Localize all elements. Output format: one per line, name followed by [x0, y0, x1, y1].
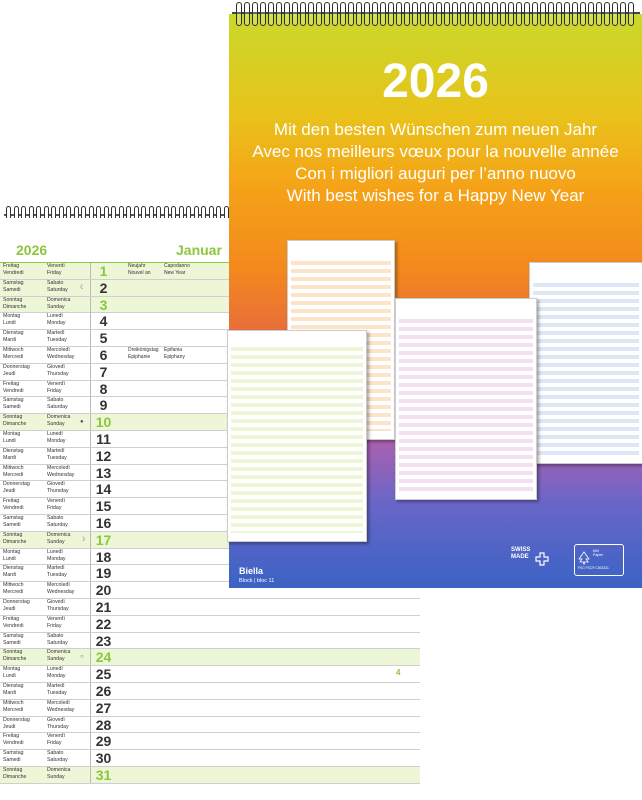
- day-name-it-en: Giovedì Thursday: [47, 716, 69, 730]
- spiral-loop: [468, 2, 474, 26]
- day-name-it-en: Martedì Tuesday: [47, 565, 67, 579]
- fsc-mix-text: MIX Papier: [593, 549, 604, 557]
- holiday-de-fr: Dreikönigstag Epiphanie: [128, 346, 159, 360]
- day-name-it-en: Mercoledì Wednesday: [47, 346, 75, 360]
- swiss-cross-icon: [535, 552, 549, 566]
- day-name-it-en: Lunedì Monday: [47, 313, 66, 327]
- day-number: 8: [90, 381, 116, 397]
- greeting-english: With best wishes for a Happy New Year: [286, 186, 585, 205]
- mini-calendar-april: [529, 262, 642, 464]
- spiral-loop: [572, 2, 578, 26]
- moon-phase-icon: ○: [80, 654, 84, 661]
- day-number: 11: [90, 431, 116, 447]
- calendar-cover: [229, 14, 642, 588]
- day-name-it-en: Venerdì Friday: [47, 733, 65, 747]
- day-name-de-fr: Montag Lundi: [3, 666, 21, 680]
- spiral-loop: [612, 2, 618, 26]
- day-name-de-fr: Freitag Vendredi: [3, 615, 24, 629]
- spiral-loop: [316, 2, 322, 26]
- spiral-loop: [516, 2, 522, 26]
- day-name-it-en: Venerdì Friday: [47, 380, 65, 394]
- day-name-de-fr: Samstag Samedi: [3, 750, 24, 764]
- spiral-loop: [580, 2, 586, 26]
- product-name: Block | bloc 11: [239, 578, 275, 584]
- spiral-loop: [364, 2, 370, 26]
- spiral-loop: [548, 2, 554, 26]
- moon-phase-icon: ☾: [80, 284, 86, 291]
- spiral-loop: [404, 2, 410, 26]
- day-number: 10: [90, 414, 116, 430]
- day-number: 21: [90, 599, 116, 615]
- day-name-de-fr: Mittwoch Mercredi: [3, 699, 24, 713]
- day-name-it-en: Mercoledì Wednesday: [47, 464, 75, 478]
- day-name-it-en: Martedì Tuesday: [47, 447, 67, 461]
- greeting-french: Avec nos meilleurs vœux pour la nouvelle année: [252, 142, 619, 161]
- spiral-loop: [372, 2, 378, 26]
- day-number: 25: [90, 666, 116, 682]
- day-number: 14: [90, 481, 116, 497]
- day-number: 22: [90, 616, 116, 632]
- spiral-loop: [596, 2, 602, 26]
- day-name-it-en: Sabato Saturday: [47, 279, 68, 293]
- day-number: 13: [90, 465, 116, 481]
- biella-logo: Biella: [239, 566, 264, 576]
- day-number: 12: [90, 448, 116, 464]
- day-name-de-fr: Samstag Samedi: [3, 632, 24, 646]
- spiral-loop: [620, 2, 626, 26]
- spiral-loop: [412, 2, 418, 26]
- day-name-de-fr: Dienstag Mardi: [3, 330, 24, 344]
- greeting-italian: Con i migliori auguri per l’anno nuovo: [295, 164, 576, 183]
- day-name-it-en: Lunedì Monday: [47, 666, 66, 680]
- day-name-de-fr: Sonntag Dimanche: [3, 766, 27, 780]
- holiday-it-en: Capodanno New Year: [164, 263, 190, 276]
- day-number: 5: [90, 330, 116, 346]
- day-row: [0, 750, 420, 767]
- day-number: 19: [90, 565, 116, 581]
- spiral-loop: [324, 2, 330, 26]
- spiral-loop: [428, 2, 434, 26]
- day-name-it-en: Sabato Saturday: [47, 632, 68, 646]
- day-row: [0, 700, 420, 717]
- day-name-de-fr: Dienstag Mardi: [3, 565, 24, 579]
- calendar-year: 2026: [16, 242, 48, 258]
- day-name-de-fr: Samstag Samedi: [3, 279, 24, 293]
- mini-calendar-march: [395, 298, 537, 500]
- spiral-loop: [540, 2, 546, 26]
- day-name-de-fr: Donnerstag Jeudi: [3, 363, 30, 377]
- day-name-it-en: Giovedì Thursday: [47, 481, 69, 495]
- day-number: 20: [90, 582, 116, 598]
- holiday-de-fr: Neujahr Nouvel an: [128, 263, 151, 276]
- day-name-it-en: Domenica Sunday: [47, 414, 71, 428]
- day-name-de-fr: Mittwoch Mercredi: [3, 464, 24, 478]
- moon-phase-icon: ☽: [80, 536, 86, 543]
- day-row: [0, 717, 420, 734]
- day-row: [0, 633, 420, 650]
- day-name-de-fr: Dienstag Mardi: [3, 447, 24, 461]
- day-name-it-en: Domenica Sunday: [47, 296, 71, 310]
- day-name-de-fr: Freitag Vendredi: [3, 380, 24, 394]
- day-name-de-fr: Donnerstag Jeudi: [3, 598, 30, 612]
- spiral-loop: [340, 2, 346, 26]
- day-name-de-fr: Montag Lundi: [3, 313, 21, 327]
- day-number: 28: [90, 717, 116, 733]
- day-name-de-fr: Donnerstag Jeudi: [3, 481, 30, 495]
- day-number: 23: [90, 633, 116, 649]
- spiral-loop: [524, 2, 530, 26]
- spiral-loop: [396, 2, 402, 26]
- spiral-loop: [356, 2, 362, 26]
- day-row: [0, 733, 420, 750]
- day-number: 6: [90, 347, 116, 363]
- day-name-de-fr: Mittwoch Mercredi: [3, 346, 24, 360]
- spiral-loop: [564, 2, 570, 26]
- day-number: 7: [90, 364, 116, 380]
- spiral-loop: [292, 2, 298, 26]
- day-name-de-fr: Samstag Samedi: [3, 397, 24, 411]
- spiral-loop: [588, 2, 594, 26]
- day-name-it-en: Lunedì Monday: [47, 548, 66, 562]
- day-row: [0, 599, 420, 616]
- day-name-de-fr: Sonntag Dimanche: [3, 649, 27, 663]
- day-name-de-fr: Donnerstag Jeudi: [3, 716, 30, 730]
- day-name-it-en: Domenica Sunday: [47, 531, 71, 545]
- calendar-month: Januar: [176, 242, 222, 258]
- day-number: 30: [90, 750, 116, 766]
- day-number: 3: [90, 297, 116, 313]
- spiral-loop: [260, 2, 266, 26]
- spiral-loop: [492, 2, 498, 26]
- day-name-de-fr: Freitag Vendredi: [3, 498, 24, 512]
- spiral-loop: [500, 2, 506, 26]
- day-name-it-en: Domenica Sunday: [47, 766, 71, 780]
- spiral-loop: [460, 2, 466, 26]
- day-name-it-en: Sabato Saturday: [47, 750, 68, 764]
- spiral-loop: [268, 2, 274, 26]
- day-number: 15: [90, 498, 116, 514]
- spiral-loop: [508, 2, 514, 26]
- day-number: 18: [90, 549, 116, 565]
- day-name-de-fr: Samstag Samedi: [3, 514, 24, 528]
- day-name-it-en: Lunedì Monday: [47, 430, 66, 444]
- day-row: [0, 767, 420, 784]
- day-number: 27: [90, 700, 116, 716]
- day-name-de-fr: Freitag Vendredi: [3, 733, 24, 747]
- day-name-it-en: Sabato Saturday: [47, 514, 68, 528]
- spiral-loop: [420, 2, 426, 26]
- day-number: 2: [90, 280, 116, 296]
- swiss-made-label: SWISS MADE: [511, 547, 531, 560]
- day-number: 1: [90, 263, 116, 279]
- day-row: [0, 649, 420, 666]
- day-number: 26: [90, 683, 116, 699]
- spiral-loop: [300, 2, 306, 26]
- day-name-de-fr: Sonntag Dimanche: [3, 531, 27, 545]
- spiral-loop: [284, 2, 290, 26]
- spiral-loop: [628, 2, 634, 26]
- spiral-loop: [556, 2, 562, 26]
- day-name-de-fr: Mittwoch Mercredi: [3, 582, 24, 596]
- day-name-it-en: Giovedì Thursday: [47, 598, 69, 612]
- day-number: 24: [90, 649, 116, 665]
- day-name-it-en: Venerdì Friday: [47, 615, 65, 629]
- day-name-de-fr: Freitag Vendredi: [3, 263, 24, 276]
- spiral-loop: [276, 2, 282, 26]
- day-name-it-en: Mercoledì Wednesday: [47, 582, 75, 596]
- spiral-loop: [476, 2, 482, 26]
- day-name-de-fr: Montag Lundi: [3, 430, 21, 444]
- day-name-it-en: Domenica Sunday: [47, 649, 71, 663]
- day-number: 4: [90, 313, 116, 329]
- day-row: [0, 683, 420, 700]
- spiral-loop: [244, 2, 250, 26]
- moon-phase-icon: ●: [80, 419, 84, 426]
- day-number: 31: [90, 767, 116, 783]
- day-number: 16: [90, 515, 116, 531]
- day-number: 9: [90, 397, 116, 413]
- day-name-it-en: Sabato Saturday: [47, 397, 68, 411]
- spiral-loop: [484, 2, 490, 26]
- fsc-code: FSC FSC® C002321: [578, 566, 609, 570]
- day-number: 29: [90, 733, 116, 749]
- front-spiral-binding: [232, 2, 640, 26]
- greeting-german: Mit den besten Wünschen zum neuen Jahr: [273, 120, 598, 139]
- spiral-loop: [308, 2, 314, 26]
- day-name-it-en: Martedì Tuesday: [47, 682, 67, 696]
- spiral-loop: [388, 2, 394, 26]
- spiral-loop: [604, 2, 610, 26]
- spiral-loop: [444, 2, 450, 26]
- day-name-de-fr: Dienstag Mardi: [3, 682, 24, 696]
- spiral-loop: [348, 2, 354, 26]
- fsc-tree-icon: [578, 551, 590, 565]
- day-name-de-fr: Sonntag Dimanche: [3, 414, 27, 428]
- spiral-loop: [252, 2, 258, 26]
- day-name-de-fr: Sonntag Dimanche: [3, 296, 27, 310]
- spiral-loop: [380, 2, 386, 26]
- day-row: [0, 616, 420, 633]
- mini-calendar-january: [227, 330, 367, 542]
- spiral-loop: [332, 2, 338, 26]
- day-name-it-en: Venerdì Friday: [47, 498, 65, 512]
- spiral-loop: [236, 2, 242, 26]
- holiday-it-en: Epifania Epiphany: [164, 346, 185, 360]
- cover-year: 2026: [382, 55, 489, 108]
- spiral-loop: [436, 2, 442, 26]
- day-name-it-en: Mercoledì Wednesday: [47, 699, 75, 713]
- week-number: 4: [396, 668, 401, 678]
- day-name-it-en: Venerdi Friday: [47, 263, 65, 276]
- day-name-it-en: Giovedì Thursday: [47, 363, 69, 377]
- fsc-badge: [574, 544, 624, 576]
- spiral-loop: [452, 2, 458, 26]
- day-name-de-fr: Montag Lundi: [3, 548, 21, 562]
- spiral-loop: [532, 2, 538, 26]
- day-name-it-en: Martedì Tuesday: [47, 330, 67, 344]
- day-number: 17: [90, 532, 116, 548]
- day-row: [0, 666, 420, 683]
